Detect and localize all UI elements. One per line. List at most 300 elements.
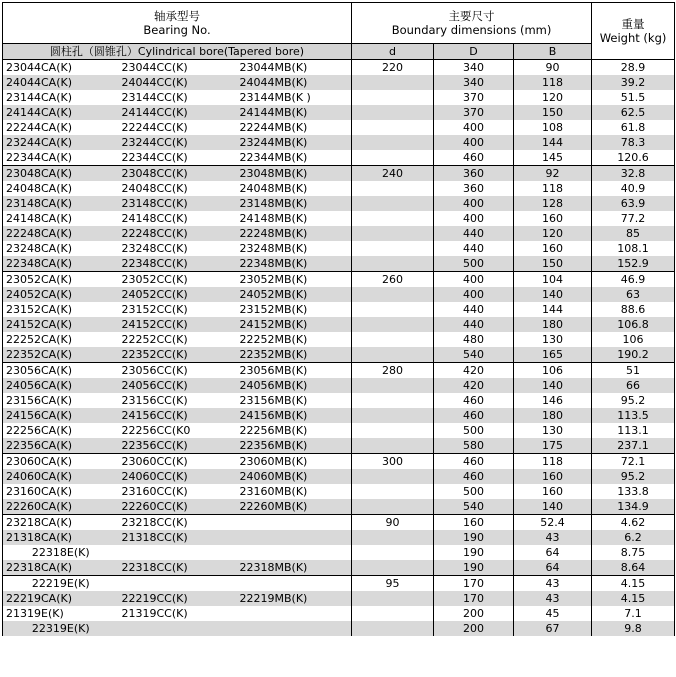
- cell-weight: 113.1: [592, 423, 675, 438]
- cell-cylindrical-ca: 23048CA(K): [3, 166, 119, 182]
- cell-width-B: 67: [514, 621, 592, 636]
- cell-weight: 108.1: [592, 241, 675, 256]
- table-row: [3, 560, 675, 576]
- cell-bore-d: [352, 423, 434, 438]
- cell-weight: 85: [592, 226, 675, 241]
- cell-cylindrical-mb: 24156MB(K): [237, 408, 352, 423]
- cell-width-B: 160: [514, 211, 592, 226]
- cell-bore-d: [352, 499, 434, 515]
- cell-cylindrical-cc: 21319CC(K): [121, 607, 188, 620]
- cell-width-B: 140: [514, 499, 592, 515]
- cell-width-B: 118: [514, 454, 592, 470]
- cell-cylindrical-cc: 24052CC(K): [119, 287, 237, 302]
- cell-width-B: 160: [514, 484, 592, 499]
- cell-cylindrical-mb: 23244MB(K): [237, 135, 352, 150]
- bearing-no-cn: 轴承型号: [154, 9, 201, 23]
- cell-cylindrical-mb: 23144MB(K ): [239, 91, 311, 104]
- cell-outer-D: 190: [434, 545, 514, 560]
- cell-weight: 66: [592, 378, 675, 393]
- cell-width-B: 120: [514, 90, 592, 105]
- table-row: [3, 166, 675, 182]
- cell-weight: 134.9: [592, 499, 675, 515]
- cell-cylindrical-mb: 22352MB(K): [237, 347, 352, 363]
- table-row: [3, 120, 675, 135]
- cell-outer-D: 460: [434, 393, 514, 408]
- table-body: [3, 3, 675, 637]
- cell-bore-d: 280: [352, 363, 434, 379]
- cell-cylindrical-mb: 23052MB(K): [237, 272, 352, 288]
- cell-bore-d: [352, 378, 434, 393]
- cell-cylindrical-mb: 24148MB(K): [239, 212, 308, 225]
- cell-cylindrical-mb: 23156MB(K): [239, 394, 308, 407]
- cell-width-B: 64: [514, 545, 592, 560]
- cell-width-B: 43: [514, 530, 592, 545]
- cell-width-B: 150: [514, 105, 592, 120]
- cell-bore-d: [352, 196, 434, 211]
- table-row: [3, 606, 675, 621]
- cell-cylindrical-ca: 21318CA(K): [3, 530, 119, 545]
- cell-weight: 4.15: [592, 576, 675, 592]
- cell-weight: 63: [592, 287, 675, 302]
- cell-outer-D: 500: [434, 484, 514, 499]
- cell-width-B: 146: [514, 393, 592, 408]
- cell-cylindrical-mb: [237, 576, 352, 592]
- cell-cylindrical-ca: 22252CA(K): [3, 332, 119, 347]
- cell-cylindrical-ca: 22344CA(K): [3, 150, 119, 166]
- cell-bore-d: 95: [352, 576, 434, 592]
- cell-outer-D: 480: [434, 332, 514, 347]
- table-row: [3, 332, 675, 347]
- table-row: [3, 287, 675, 302]
- table-row: [3, 105, 675, 120]
- cell-cylindrical-mb: 22260MB(K): [237, 499, 352, 515]
- cell-width-B: 92: [514, 166, 592, 182]
- cell-outer-D: 360: [434, 166, 514, 182]
- table-row: [3, 484, 675, 499]
- cell-cylindrical-cc: 23056CC(K): [119, 363, 237, 379]
- weight-cn: 重量: [621, 17, 645, 31]
- cell-cylindrical-mb: 22344MB(K): [239, 151, 308, 164]
- cell-width-B: 45: [514, 606, 592, 621]
- cell-outer-D: 420: [434, 363, 514, 379]
- cell-outer-D: 200: [434, 621, 514, 636]
- cell-bore-d: [352, 408, 434, 423]
- cell-cylindrical-cc: 22219CC(K): [119, 591, 237, 606]
- cell-cylindrical-cc: 24148CC(K): [121, 212, 188, 225]
- subheader-row: [3, 44, 675, 60]
- cell-cylindrical-cc: [119, 576, 237, 592]
- cell-bore-d: 260: [352, 272, 434, 288]
- cell-outer-D: 340: [434, 60, 514, 76]
- cell-cylindrical-ca: 23144CA(K): [3, 90, 119, 105]
- cell-weight: 9.8: [592, 621, 675, 636]
- cell-cylindrical-cc: 22244CC(K): [121, 121, 188, 134]
- table-row: [3, 621, 675, 636]
- cell-bore-d: [352, 256, 434, 272]
- cell-cylindrical-mb: 24144MB(K): [237, 105, 352, 120]
- cell-cylindrical-ca: 22318CA(K): [3, 560, 119, 576]
- cell-cylindrical-mb: [237, 606, 352, 621]
- cell-bore-d: [352, 469, 434, 484]
- cell-bore-d: [352, 181, 434, 196]
- cell-weight: 152.9: [592, 256, 675, 272]
- table-row: [3, 408, 675, 423]
- cell-bore-d: [352, 287, 434, 302]
- cell-cylindrical-mb: 24056MB(K): [237, 378, 352, 393]
- cell-cylindrical-ca: 24152CA(K): [3, 317, 119, 332]
- cell-cylindrical-cc: 23156CC(K): [121, 394, 188, 407]
- cell-weight: 6.2: [592, 530, 675, 545]
- cell-cylindrical-cc: 24044CC(K): [119, 75, 237, 90]
- cell-cylindrical-ca: 23044CA(K): [3, 60, 119, 76]
- cell-cylindrical-ca: 22352CA(K): [3, 347, 119, 363]
- cell-weight: 95.2: [592, 393, 675, 408]
- cell-bore-d: [352, 393, 434, 408]
- cell-outer-D: 190: [434, 560, 514, 576]
- cell-weight: 237.1: [592, 438, 675, 454]
- cell-cylindrical-ca: 23160CA(K): [3, 484, 119, 499]
- cell-weight: 95.2: [592, 469, 675, 484]
- cell-cylindrical-ca: 22219CA(K): [3, 591, 119, 606]
- cell-bore-d: 90: [352, 515, 434, 531]
- cell-cylindrical-mb: 24060MB(K): [237, 469, 352, 484]
- cell-outer-D: 500: [434, 423, 514, 438]
- cell-width-B: 180: [514, 317, 592, 332]
- cell-outer-D: 400: [434, 287, 514, 302]
- cell-bore-d: [352, 438, 434, 454]
- cell-cylindrical-cc: 23148CC(K): [119, 196, 237, 211]
- table-row: [3, 211, 675, 226]
- cell-weight: 39.2: [592, 75, 675, 90]
- cell-width-B: 140: [514, 287, 592, 302]
- table-row: [3, 90, 675, 105]
- cell-weight: 190.2: [592, 347, 675, 363]
- table-row: [3, 135, 675, 150]
- cell-cylindrical-ca: 24156CA(K): [3, 408, 119, 423]
- cell-outer-D: 540: [434, 499, 514, 515]
- cell-bore-d: [352, 135, 434, 150]
- cell-bore-d: 240: [352, 166, 434, 182]
- cell-weight: 63.9: [592, 196, 675, 211]
- cell-cylindrical-cc: 22344CC(K): [121, 151, 188, 164]
- cell-cylindrical-cc: 23218CC(K): [119, 515, 237, 531]
- cell-width-B: 118: [514, 181, 592, 196]
- cell-width-B: 106: [514, 363, 592, 379]
- cell-weight: 88.6: [592, 302, 675, 317]
- cell-cylindrical-ca: 22244CA(K): [3, 120, 119, 135]
- cell-cylindrical-ca: 23218CA(K): [3, 515, 119, 531]
- cell-cylindrical-cc: 22348CC(K): [119, 256, 237, 272]
- cell-cylindrical-cc: 22252CC(K): [121, 333, 188, 346]
- cell-weight: 106: [592, 332, 675, 347]
- cell-width-B: 118: [514, 75, 592, 90]
- cell-weight: 51.5: [592, 90, 675, 105]
- table-row: [3, 241, 675, 256]
- cell-outer-D: 540: [434, 347, 514, 363]
- cell-width-B: 52.4: [514, 515, 592, 531]
- cell-outer-D: 400: [434, 135, 514, 150]
- cell-weight: 78.3: [592, 135, 675, 150]
- cell-cylindrical-cc: 24048CC(K): [121, 182, 188, 195]
- cell-cylindrical-mb: 23048MB(K): [237, 166, 352, 182]
- table-row: [3, 530, 675, 545]
- table-row: [3, 576, 675, 592]
- table-row: [3, 226, 675, 241]
- cell-cylindrical-mb: 24052MB(K): [237, 287, 352, 302]
- cell-bore-d: 300: [352, 454, 434, 470]
- cell-cylindrical-ca: 23060CA(K): [3, 454, 119, 470]
- cell-weight: 61.8: [592, 120, 675, 135]
- cell-cylindrical-ca: 23244CA(K): [3, 135, 119, 150]
- cell-outer-D: 400: [434, 272, 514, 288]
- cell-cylindrical-cc: 23152CC(K): [121, 303, 188, 316]
- cell-outer-D: 440: [434, 241, 514, 256]
- cell-bore-d: [352, 75, 434, 90]
- cell-cylindrical-mb: [237, 530, 352, 545]
- cell-outer-D: 190: [434, 530, 514, 545]
- cell-cylindrical-mb: 22219MB(K): [237, 591, 352, 606]
- cell-cylindrical-cc: 22356CC(K): [119, 438, 237, 454]
- cell-cylindrical-ca: 22356CA(K): [3, 438, 119, 454]
- cell-width-B: 180: [514, 408, 592, 423]
- dimensions-cn: 主要尺寸: [448, 9, 495, 23]
- cell-width-B: 130: [514, 423, 592, 438]
- cell-cylindrical-ca: 22219E(K): [3, 576, 119, 592]
- cell-weight: 46.9: [592, 272, 675, 288]
- cell-cylindrical-mb: [237, 621, 352, 636]
- cell-cylindrical-mb: 23248MB(K): [239, 242, 308, 255]
- cell-cylindrical-cc: 24060CC(K): [119, 469, 237, 484]
- dimensions-en: Boundary dimensions (mm): [391, 23, 552, 37]
- cell-width-B: 104: [514, 272, 592, 288]
- cell-cylindrical-ca: 23052CA(K): [3, 272, 119, 288]
- cell-cylindrical-ca: 23156CA(K): [3, 393, 119, 408]
- bearing-no-en: Bearing No.: [143, 23, 211, 37]
- table-row: [3, 438, 675, 454]
- cell-cylindrical-ca: 24048CA(K): [3, 181, 119, 196]
- cell-cylindrical-cc: 22260CC(K): [119, 499, 237, 515]
- cell-outer-D: 400: [434, 211, 514, 226]
- table-row: [3, 347, 675, 363]
- cell-weight: 113.5: [592, 408, 675, 423]
- cell-weight: 77.2: [592, 211, 675, 226]
- cell-cylindrical-cc: [119, 545, 237, 560]
- cell-outer-D: 370: [434, 90, 514, 105]
- table-row: [3, 515, 675, 531]
- cell-cylindrical-ca: 22256CA(K): [3, 423, 119, 438]
- cell-outer-D: 340: [434, 75, 514, 90]
- cell-cylindrical-mb: 23060MB(K): [237, 454, 352, 470]
- cell-bore-d: [352, 591, 434, 606]
- cell-weight: 51: [592, 363, 675, 379]
- cell-cylindrical-cc: 21318CC(K): [119, 530, 237, 545]
- table-row: [3, 469, 675, 484]
- cell-cylindrical-cc: 23060CC(K): [119, 454, 237, 470]
- cell-width-B: 108: [514, 120, 592, 135]
- cell-cylindrical-ca: 21319E(K): [3, 606, 119, 621]
- cell-outer-D: 460: [434, 469, 514, 484]
- cell-cylindrical-ca: 22348CA(K): [3, 256, 119, 272]
- cell-cylindrical-cc: 23244CC(K): [119, 135, 237, 150]
- cell-width-B: 130: [514, 332, 592, 347]
- cell-outer-D: 460: [434, 408, 514, 423]
- cell-weight: 62.5: [592, 105, 675, 120]
- cell-cylindrical-ca: 24060CA(K): [3, 469, 119, 484]
- cell-weight: 133.8: [592, 484, 675, 499]
- cell-width-B: 144: [514, 135, 592, 150]
- cell-bore-d: [352, 484, 434, 499]
- table-row: [3, 272, 675, 288]
- cell-cylindrical-mb: 23160MB(K): [239, 485, 308, 498]
- cell-cylindrical-ca: 24144CA(K): [3, 105, 119, 120]
- cell-cylindrical-mb: 23056MB(K): [237, 363, 352, 379]
- cell-cylindrical-ca: 22260CA(K): [3, 499, 119, 515]
- cell-cylindrical-ca: 22248CA(K): [3, 226, 119, 241]
- cell-cylindrical-mb: 24044MB(K): [237, 75, 352, 90]
- cell-bore-d: [352, 317, 434, 332]
- cell-bore-d: [352, 560, 434, 576]
- cell-cylindrical-ca: 23148CA(K): [3, 196, 119, 211]
- table-row: [3, 60, 675, 76]
- cell-cylindrical-mb: 22348MB(K): [237, 256, 352, 272]
- cell-outer-D: 400: [434, 120, 514, 135]
- header-row: [3, 3, 675, 44]
- table-row: [3, 302, 675, 317]
- col-B-header: B: [514, 44, 592, 60]
- cell-cylindrical-ca: 24148CA(K): [3, 211, 119, 226]
- cell-cylindrical-cc: 22352CC(K): [119, 347, 237, 363]
- cell-bore-d: [352, 545, 434, 560]
- cell-cylindrical-cc: 22256CC(K0: [121, 424, 191, 437]
- weight-header: [592, 3, 675, 60]
- cell-weight: 8.64: [592, 560, 675, 576]
- bore-type-label: 圆柱孔（圆锥孔）Cylindrical bore(Tapered bore): [3, 44, 352, 60]
- cell-cylindrical-cc: 24056CC(K): [119, 378, 237, 393]
- cell-outer-D: 170: [434, 591, 514, 606]
- cell-cylindrical-ca: 23056CA(K): [3, 363, 119, 379]
- cell-bore-d: 220: [352, 60, 434, 76]
- cell-cylindrical-ca: 24052CA(K): [3, 287, 119, 302]
- cell-cylindrical-cc: 22318CC(K): [119, 560, 237, 576]
- cell-width-B: 145: [514, 150, 592, 166]
- cell-outer-D: 580: [434, 438, 514, 454]
- cell-cylindrical-cc: 23048CC(K): [119, 166, 237, 182]
- cell-outer-D: 440: [434, 317, 514, 332]
- cell-cylindrical-cc: 23160CC(K): [121, 485, 188, 498]
- cell-outer-D: 200: [434, 606, 514, 621]
- cell-weight: 72.1: [592, 454, 675, 470]
- table-row: [3, 181, 675, 196]
- bearing-no-header: [3, 3, 352, 44]
- cell-weight: 8.75: [592, 545, 675, 560]
- cell-width-B: 43: [514, 591, 592, 606]
- cell-weight: 28.9: [592, 60, 675, 76]
- table-row: [3, 499, 675, 515]
- cell-bore-d: [352, 530, 434, 545]
- cell-cylindrical-cc: 24156CC(K): [119, 408, 237, 423]
- cell-weight: 4.62: [592, 515, 675, 531]
- cell-cylindrical-mb: 24048MB(K): [239, 182, 308, 195]
- cell-width-B: 160: [514, 241, 592, 256]
- table-row: [3, 591, 675, 606]
- cell-outer-D: 460: [434, 150, 514, 166]
- cell-outer-D: 440: [434, 226, 514, 241]
- cell-cylindrical-cc: 23052CC(K): [119, 272, 237, 288]
- cell-width-B: 128: [514, 196, 592, 211]
- cell-cylindrical-mb: [237, 515, 352, 531]
- bearing-table-sheet: [2, 2, 674, 636]
- cell-cylindrical-mb: 24152MB(K): [237, 317, 352, 332]
- cell-cylindrical-ca: 24044CA(K): [3, 75, 119, 90]
- dimensions-header: [352, 3, 592, 44]
- table-row: [3, 545, 675, 560]
- table-row: [3, 256, 675, 272]
- cell-width-B: 175: [514, 438, 592, 454]
- cell-width-B: 150: [514, 256, 592, 272]
- cell-cylindrical-mb: 23148MB(K): [237, 196, 352, 211]
- cell-bore-d: [352, 347, 434, 363]
- cell-width-B: 43: [514, 576, 592, 592]
- table-row: [3, 317, 675, 332]
- cell-cylindrical-mb: 23044MB(K): [239, 61, 308, 74]
- cell-outer-D: 360: [434, 181, 514, 196]
- table-row: [3, 363, 675, 379]
- cell-weight: 4.15: [592, 591, 675, 606]
- cell-cylindrical-ca: 23248CA(K): [3, 241, 119, 256]
- table-row: [3, 196, 675, 211]
- cell-outer-D: 170: [434, 576, 514, 592]
- cell-cylindrical-cc: [119, 621, 237, 636]
- cell-cylindrical-cc: 23248CC(K): [121, 242, 188, 255]
- cell-width-B: 120: [514, 226, 592, 241]
- cell-width-B: 64: [514, 560, 592, 576]
- table-row: [3, 393, 675, 408]
- cell-weight: 106.8: [592, 317, 675, 332]
- table-row: [3, 75, 675, 90]
- cell-weight: 120.6: [592, 150, 675, 166]
- col-d-header: d: [352, 44, 434, 60]
- col-D-header: D: [434, 44, 514, 60]
- cell-cylindrical-cc: 23044CC(K): [121, 61, 188, 74]
- table-row: [3, 378, 675, 393]
- cell-width-B: 160: [514, 469, 592, 484]
- bearing-table: [2, 2, 675, 636]
- cell-cylindrical-mb: 22252MB(K): [239, 333, 308, 346]
- cell-cylindrical-mb: 22256MB(K): [239, 424, 308, 437]
- cell-cylindrical-ca: 24056CA(K): [3, 378, 119, 393]
- cell-cylindrical-cc: 23144CC(K): [121, 91, 188, 104]
- cell-cylindrical-cc: 24144CC(K): [119, 105, 237, 120]
- cell-bore-d: [352, 606, 434, 621]
- cell-bore-d: [352, 211, 434, 226]
- cell-outer-D: 440: [434, 302, 514, 317]
- cell-cylindrical-mb: 23152MB(K): [239, 303, 308, 316]
- cell-cylindrical-mb: 22318MB(K): [237, 560, 352, 576]
- cell-weight: 32.8: [592, 166, 675, 182]
- cell-bore-d: [352, 105, 434, 120]
- cell-width-B: 90: [514, 60, 592, 76]
- cell-width-B: 140: [514, 378, 592, 393]
- cell-cylindrical-ca: 22318E(K): [3, 545, 119, 560]
- cell-bore-d: [352, 226, 434, 241]
- cell-cylindrical-mb: 22248MB(K): [237, 226, 352, 241]
- table-row: [3, 454, 675, 470]
- cell-outer-D: 370: [434, 105, 514, 120]
- cell-weight: 7.1: [592, 606, 675, 621]
- cell-width-B: 144: [514, 302, 592, 317]
- cell-bore-d: [352, 90, 434, 105]
- cell-weight: 40.9: [592, 181, 675, 196]
